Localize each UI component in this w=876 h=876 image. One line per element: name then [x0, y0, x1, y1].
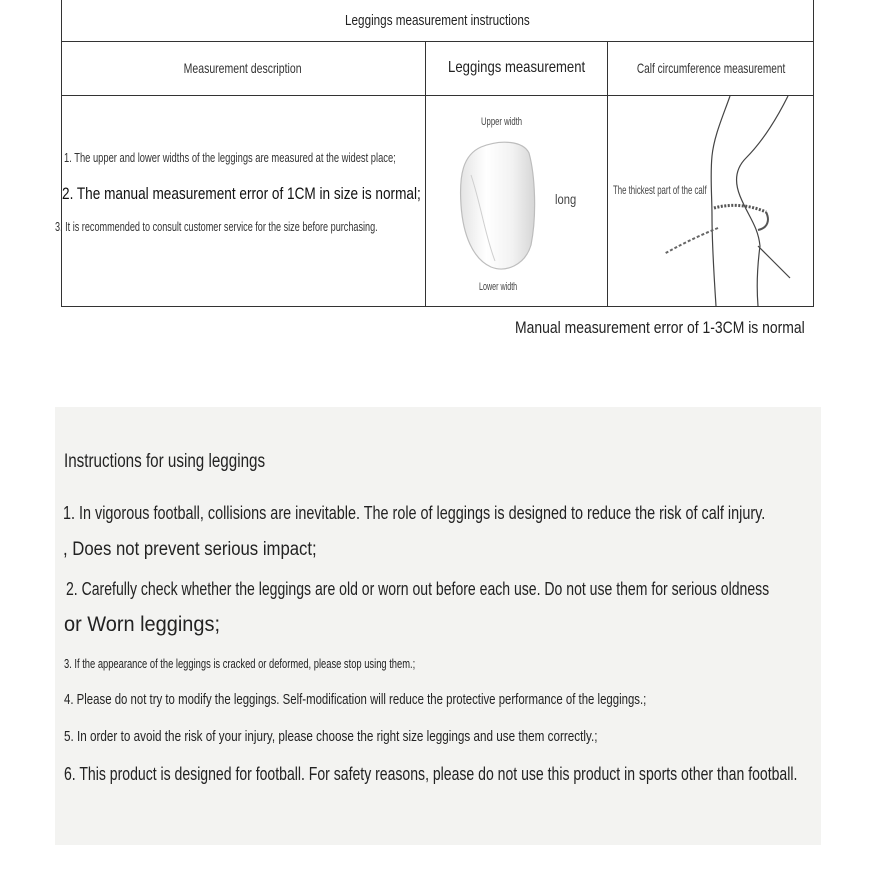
calf-illustration: [608, 96, 813, 306]
upper-width-label: Upper width: [481, 116, 523, 128]
instruction-item-1-continued: , Does not prevent serious impact;: [63, 539, 317, 560]
lower-width-label: Lower width: [479, 281, 518, 293]
header-calf-measurement: [608, 41, 814, 95]
instruction-item-4: 4. Please do not try to modify the leggings. Self-modification will reduce the protective performance of the leggings.;: [64, 691, 647, 708]
table-title-text: Leggings measurement instructions: [345, 12, 530, 29]
table-border-bottom: [61, 306, 814, 307]
table-title: [61, 0, 814, 41]
header-calf-text: Calf circumference measurement: [636, 60, 786, 76]
error-note: Manual measurement error of 1-3CM is normal: [515, 318, 805, 337]
description-line-1: 1. The upper and lower widths of the leggings are measured at the widest place;: [64, 150, 396, 165]
calf-label: The thickest part of the calf: [613, 183, 707, 197]
header-leggings-text: Leggings measurement: [447, 59, 586, 76]
instruction-item-3: 3. If the appearance of the leggings is cracked or deformed, please stop using them.;: [64, 656, 416, 671]
instruction-item-2: 2. Carefully check whether the leggings are old or worn out before each use. Do not use them for serious oldness: [66, 579, 770, 599]
instructions-title: Instructions for using leggings: [64, 451, 266, 472]
header-measurement-description: [61, 41, 425, 95]
instruction-item-2-continued: or Worn leggings;: [64, 613, 220, 636]
description-line-3: 3. It is recommended to consult customer service for the size before purchasing.: [55, 219, 378, 234]
instructions-panel: [55, 407, 821, 845]
header-description-text: Measurement description: [184, 60, 302, 76]
instruction-item-1: 1. In vigorous football, collisions are inevitable. The role of leggings is designed to reduce the risk of calf injury.: [63, 503, 766, 523]
instruction-item-6: 6. This product is designed for football. For safety reasons, please do not use this product in sports other than football.: [64, 764, 798, 784]
header-leggings-measurement: [426, 41, 607, 95]
description-line-2: 2. The manual measurement error of 1CM in size is normal;: [62, 184, 421, 203]
measurement-table: [55, 0, 814, 307]
shin-guard-illustration: [451, 135, 541, 280]
long-label: long: [555, 191, 577, 207]
instruction-item-5: 5. In order to avoid the risk of your injury, please choose the right size leggings and use them correctly.;: [64, 728, 598, 745]
